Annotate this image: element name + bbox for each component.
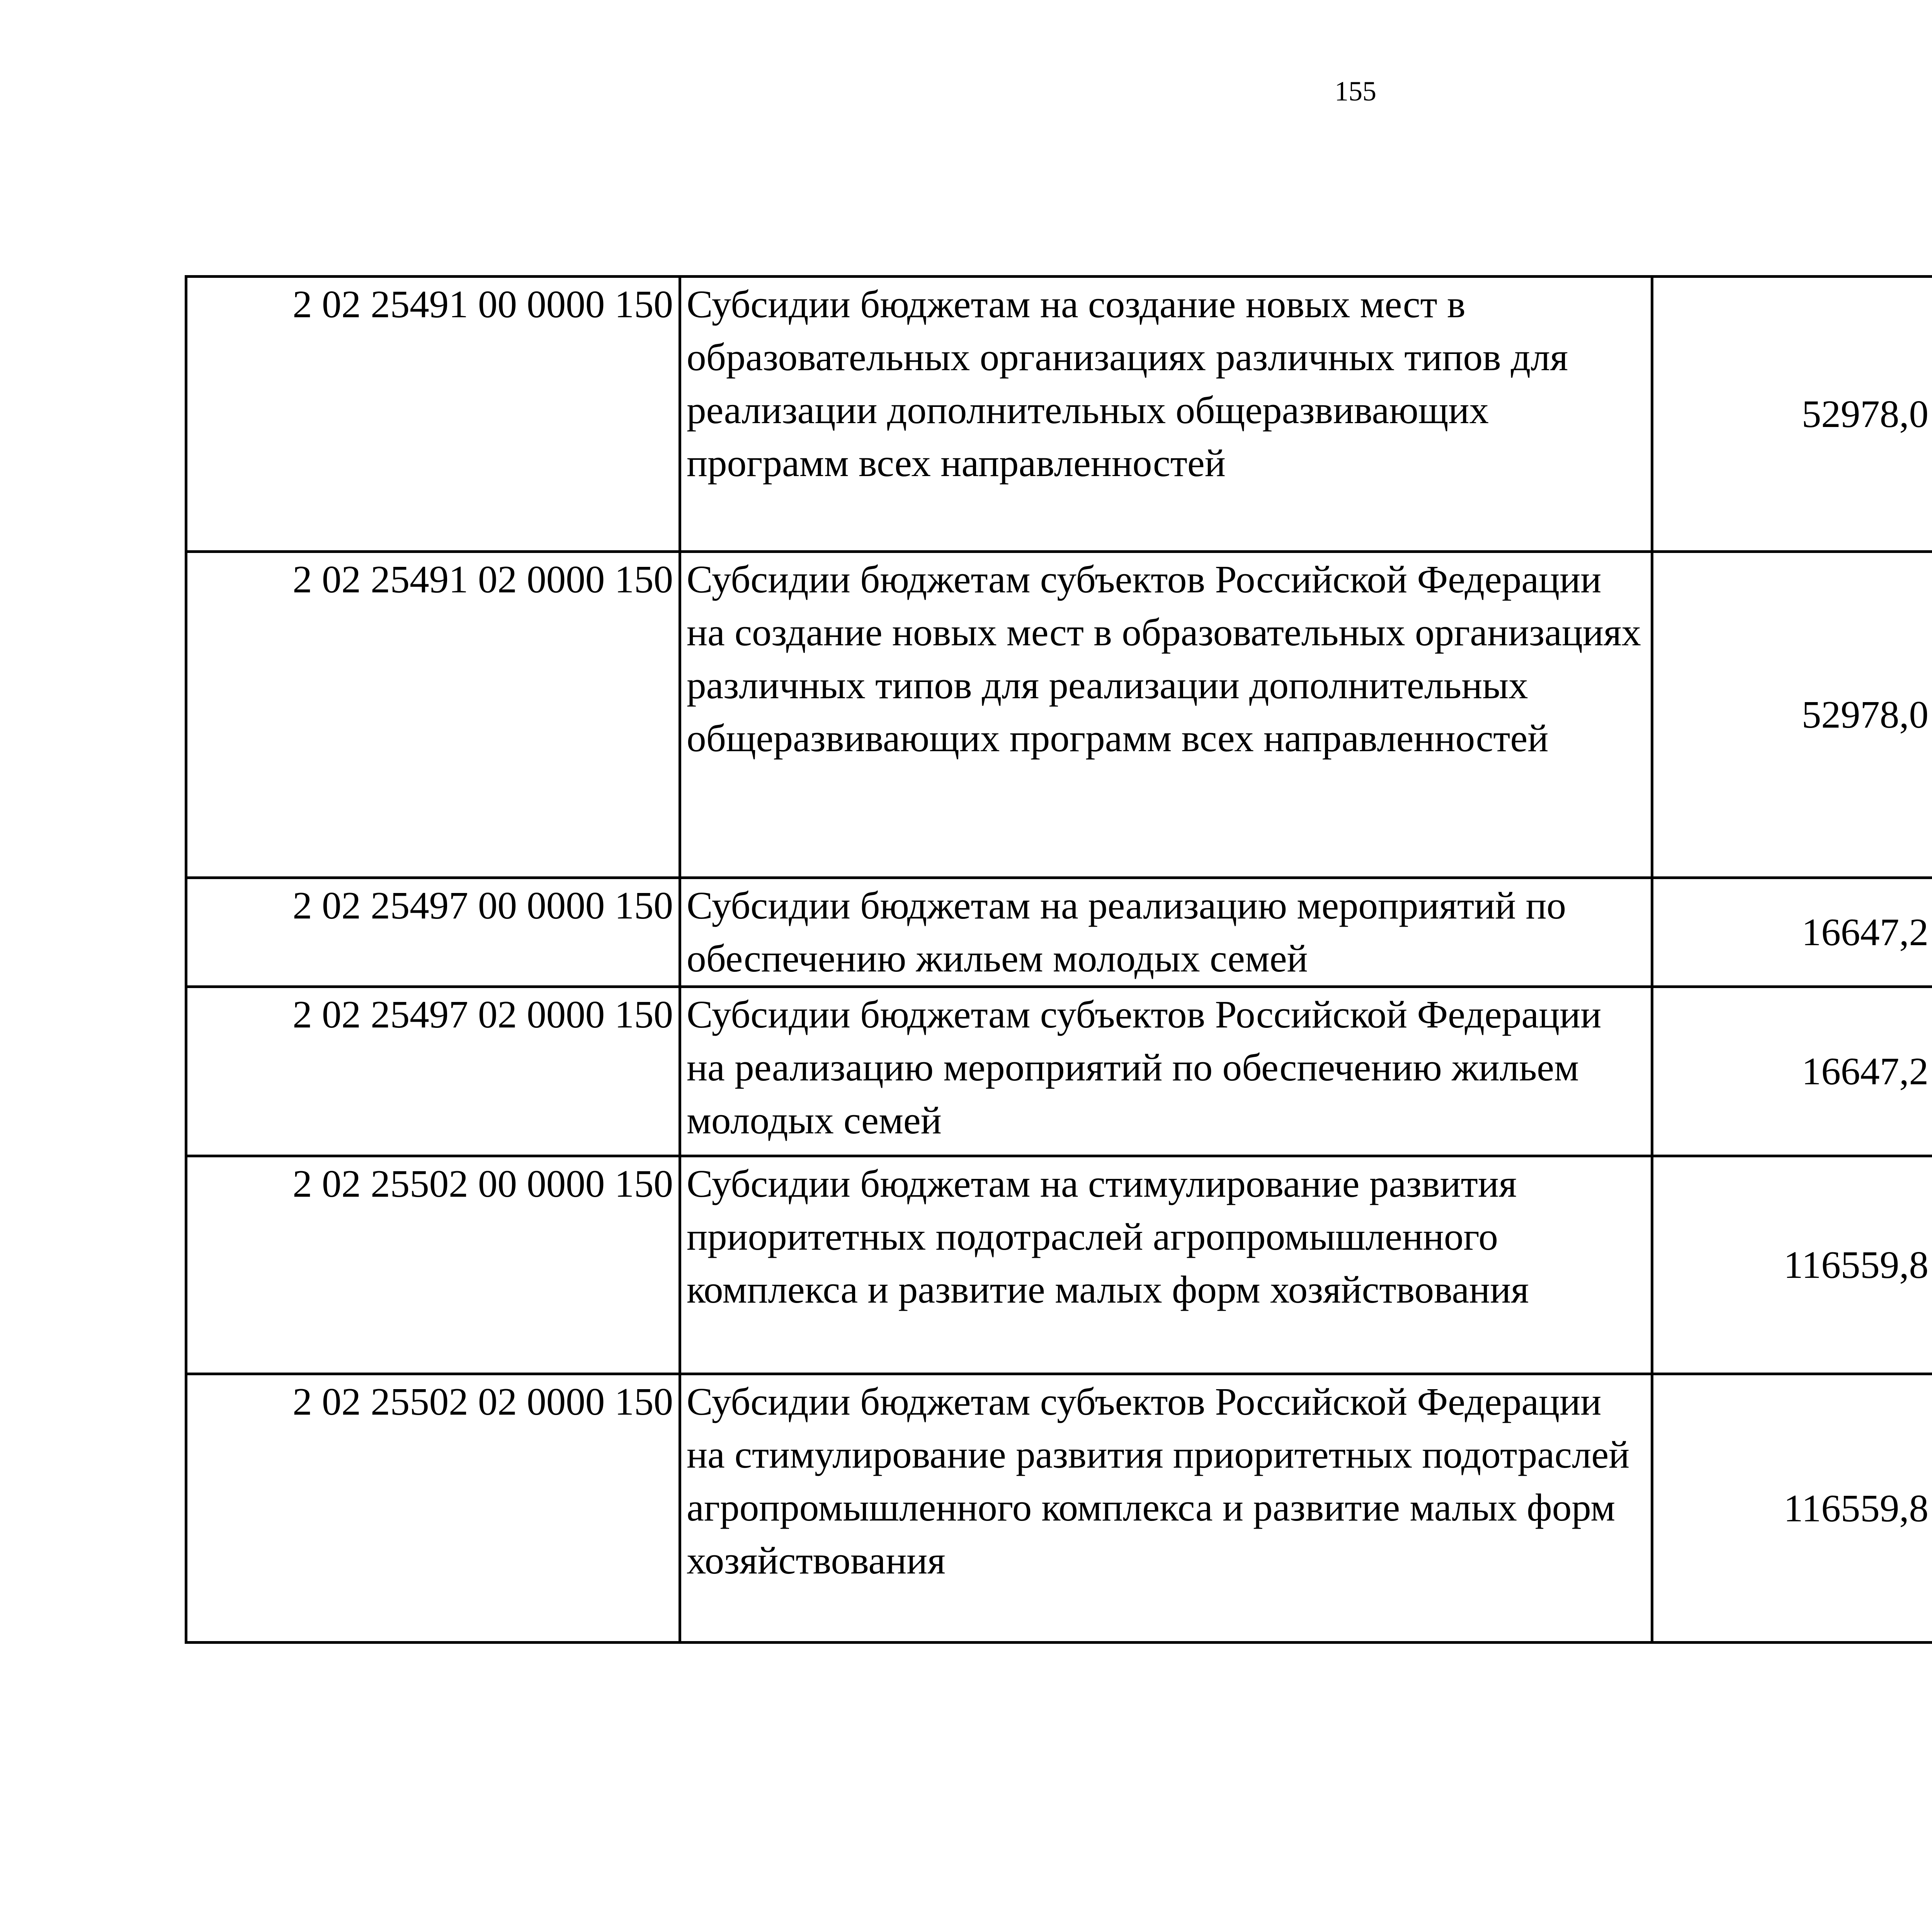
table-row [186, 1156, 1932, 1374]
table-row [186, 1374, 1932, 1643]
description-cell: Субсидии бюджетам субъектов Российской Федерации на реализацию мероприятий по обеспечению жильем молодых семей [680, 987, 1652, 1156]
description-cell: Субсидии бюджетам субъектов Российской Федерации на создание новых мест в образовательных организациях различных типов для реализации дополнительных общеразвивающих программ всех направленностей [680, 552, 1652, 878]
page-number: 155 [1335, 76, 1376, 107]
value-cell-1: 16647,2 [1652, 878, 1932, 987]
budget-code-cell: 2 02 25502 00 0000 150 [186, 1156, 680, 1374]
budget-code-cell: 2 02 25491 00 0000 150 [186, 277, 680, 552]
description-cell: Субсидии бюджетам на реализацию мероприятий по обеспечению жильем молодых семей [680, 878, 1652, 987]
table-row [186, 277, 1932, 552]
table-row [186, 987, 1932, 1156]
table-row [186, 878, 1932, 987]
value-cell-1: 116559,8 [1652, 1156, 1932, 1374]
value-cell-1: 16647,2 [1652, 987, 1932, 1156]
value-cell-1: 52978,0 [1652, 552, 1932, 878]
budget-code-cell: 2 02 25497 00 0000 150 [186, 878, 680, 987]
budget-code-cell: 2 02 25491 02 0000 150 [186, 552, 680, 878]
budget-table [185, 275, 1932, 1644]
description-cell: Субсидии бюджетам на стимулирование развития приоритетных подотраслей агропромышленного комплекса и развитие малых форм хозяйствования [680, 1156, 1652, 1374]
description-cell: Субсидии бюджетам на создание новых мест в образовательных организациях различных типов для реализации дополнительных общеразвивающих программ всех направленностей [680, 277, 1652, 552]
value-cell-1: 116559,8 [1652, 1374, 1932, 1643]
budget-code-cell: 2 02 25502 02 0000 150 [186, 1374, 680, 1643]
table-row [186, 552, 1932, 878]
value-cell-1: 52978,0 [1652, 277, 1932, 552]
budget-code-cell: 2 02 25497 02 0000 150 [186, 987, 680, 1156]
description-cell: Субсидии бюджетам субъектов Российской Федерации на стимулирование развития приоритетных подотраслей агропромышленного комплекса и развитие малых форм хозяйствования [680, 1374, 1652, 1643]
